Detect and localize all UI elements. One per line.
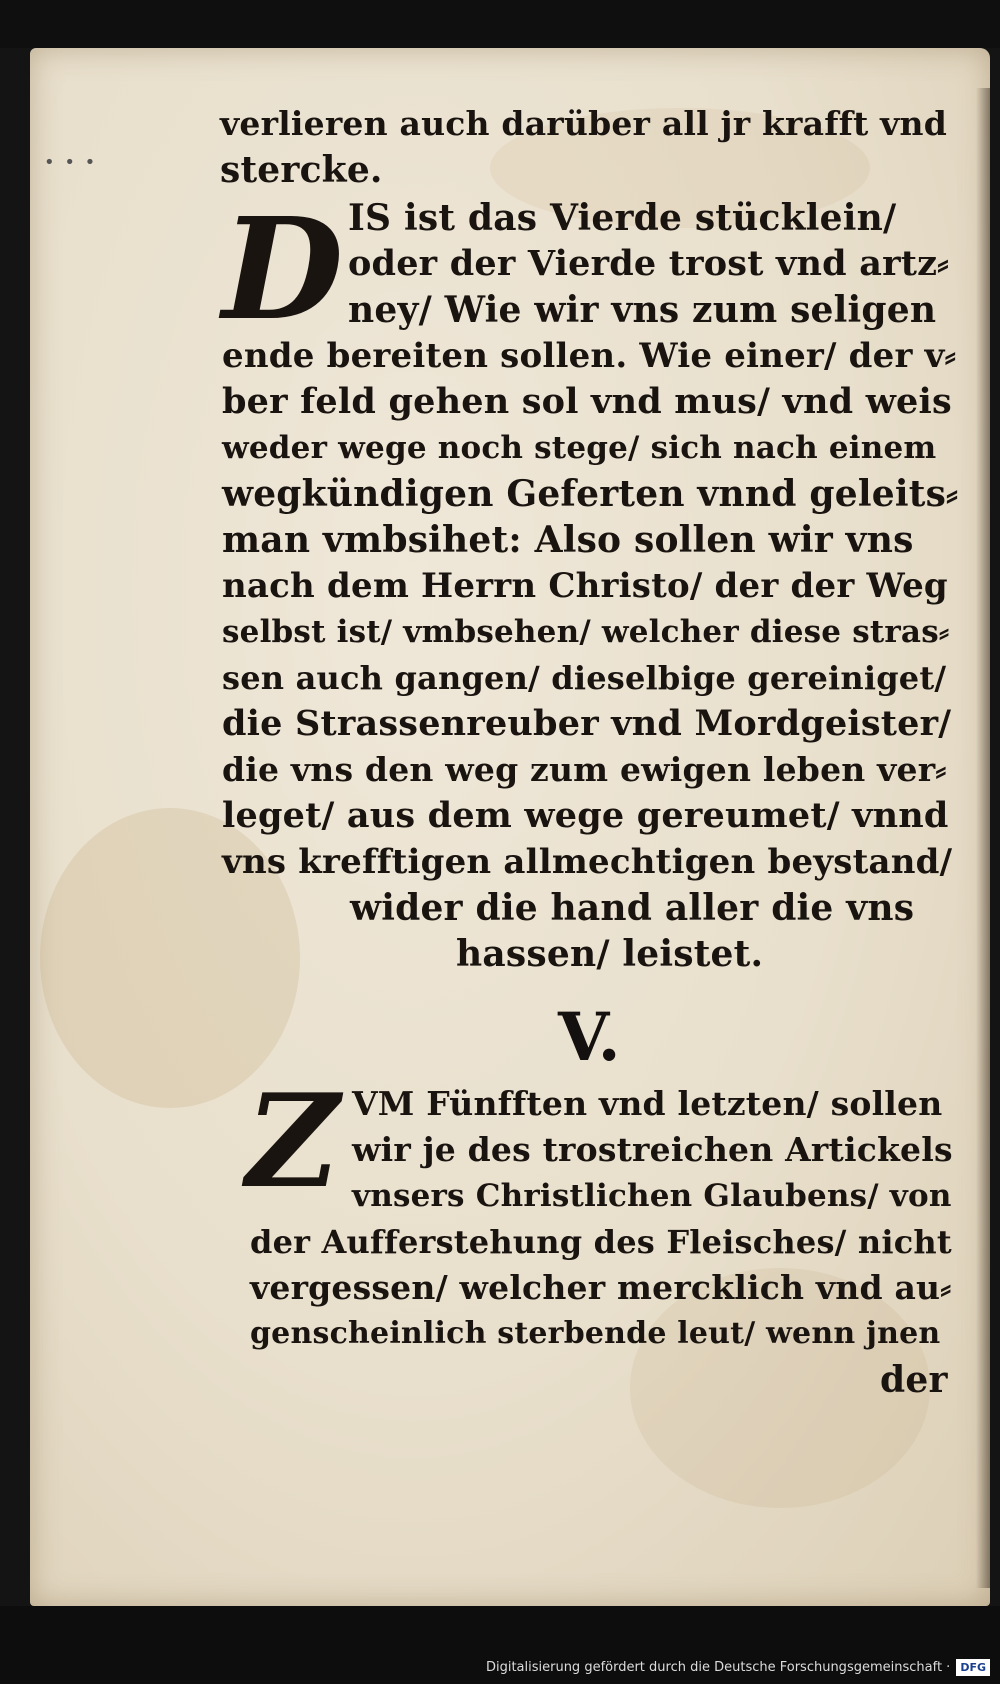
text-line: ney/ Wie wir vns zum seligen — [348, 289, 937, 331]
dfg-logo[interactable]: DFG — [956, 1659, 990, 1676]
text-line: ende bereiten sollen. Wie einer/ der v⸗ — [222, 336, 957, 376]
text-line: wir je des trostreichen Artickels — [352, 1130, 953, 1169]
text-line: verlieren auch darüber all jr krafft vnd — [220, 104, 947, 143]
text-line: sen auch gangen/ dieselbige gereiniget/ — [222, 659, 947, 697]
catchword: der — [880, 1359, 948, 1401]
text-line: der Aufferstehung des Fleisches/ nicht — [250, 1223, 952, 1261]
text-line: nach dem Herrn Christo/ der der Weg — [222, 566, 948, 606]
drop-cap-d: D — [222, 188, 344, 352]
text-line: stercke. — [220, 149, 383, 191]
scan-top-border — [0, 0, 1000, 48]
page-fold-shadow — [976, 88, 990, 1588]
section-heading: V. — [558, 998, 621, 1076]
text-line: oder der Vierde trost vnd artz⸗ — [348, 243, 950, 284]
text-line: selbst ist/ vmbsehen/ welcher diese stras⸗ — [222, 614, 950, 650]
text-line: IS ist das Vierde stücklein/ — [348, 197, 897, 239]
text-line: die Strassenreuber vnd Mordgeister/ — [222, 703, 952, 744]
text-line: VM Fünfften vnd letzten/ sollen — [352, 1084, 943, 1123]
footer-credit — [486, 1656, 990, 1678]
text-line: die vns den weg zum ewigen leben ver⸗ — [222, 750, 947, 789]
text-line: vnsers Christlichen Glaubens/ von — [352, 1178, 952, 1214]
text-line: genscheinlich sterbende leut/ wenn jnen — [250, 1316, 941, 1351]
text-line: wegkündigen Geferten vnnd geleits⸗ — [222, 473, 959, 515]
text-line: vergessen/ welcher mercklich vnd au⸗ — [250, 1268, 952, 1307]
drop-cap-z: Z — [246, 1067, 340, 1217]
text-line: man vmbsihet: Also sollen wir vns — [222, 519, 914, 561]
footer-text: Digitalisierung gefördert durch die Deutsche Forschungsgemeinschaft · — [485, 1659, 951, 1675]
margin-mark: • • • — [44, 152, 98, 173]
text-line: weder wege noch stege/ sich nach einem — [222, 430, 937, 466]
text-line: leget/ aus dem wege gereumet/ vnnd — [222, 795, 949, 836]
text-line: ber feld gehen sol vnd mus/ vnd weis — [222, 381, 952, 422]
text-line: wider die hand aller die vns — [350, 887, 915, 929]
text-line: vns krefftigen allmechtigen beystand/ — [222, 842, 953, 882]
text-line: hassen/ leistet. — [456, 933, 764, 975]
